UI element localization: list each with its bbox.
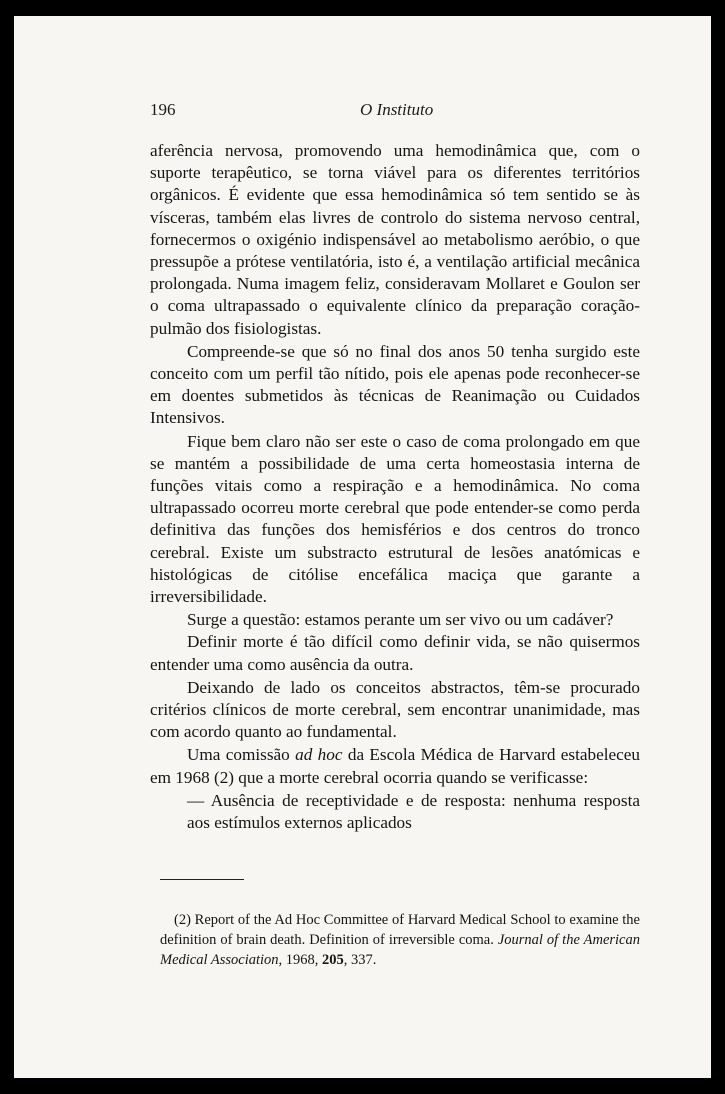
footnote-divider	[160, 879, 244, 880]
paragraph: Uma comissão ad hoc da Escola Médica de Harvard estabeleceu em 1968 (2) que a morte cerebral ocorria quando se verificasse:	[150, 745, 640, 787]
footnote: (2) Report of the Ad Hoc Committee of Harvard Medical School to examine the definition of brain death. Definition of irreversible coma. Journal of the American Medical Association, 1968, 205, 337.	[160, 912, 640, 968]
page-number: 196	[150, 100, 176, 119]
dash-list-item: — Ausência de receptividade e de resposta: nenhuma resposta aos estímulos externos aplicados	[187, 790, 640, 833]
footnotes	[160, 910, 640, 970]
body-text	[150, 140, 640, 834]
paragraph: Definir morte é tão difícil como definir vida, se não quisermos entender uma como ausência da outra.	[150, 632, 640, 674]
paragraph: aferência nervosa, promovendo uma hemodinâmica que, com o suporte terapêutico, se torna viável para os diferentes territórios orgânicos. É evidente que essa hemodinâmica só tem sentido se às vísceras, também elas livres de controlo do sistema nervoso central, fornecermos o oxigénio indispensável ao metabolismo aeróbio, o que pressupõe a prótese ventilatória, isto é, a ventilação artificial mecânica prolongada. Numa imagem feliz, consideravam Mollaret e Goulon ser o coma ultrapassado o equivalente clínico da preparação coração-pulmão dos fisiologistas.	[150, 141, 640, 338]
paragraph: Deixando de lado os conceitos abstractos, têm-se procurado critérios clínicos de morte cerebral, sem encontrar unanimidade, mas com acordo quanto ao fundamental.	[150, 677, 640, 742]
paragraph: Compreende-se que só no final dos anos 50 tenha surgido este conceito com um perfil tão nítido, pois ele apenas pode reconhecer-se em doentes submetidos às técnicas de Reanimação ou Cuidados Intensivos.	[150, 341, 640, 428]
paragraph: Fique bem claro não ser este o caso de coma prolongado em que se mantém a possibilidade de uma certa homeostasia interna de funções vitais como a respiração e a hemodinâmica. No coma ultrapassado ocorreu morte cerebral que pode entender-se como perda definitiva das funções dos hemisférios e dos centros do tronco cerebral. Existe um substracto estrutural de lesões anatómicas e histológicas de citólise encefálica maciça que garante a irreversibilidade.	[150, 431, 640, 607]
paragraph: Surge a questão: estamos perante um ser vivo ou um cadáver?	[187, 610, 614, 630]
running-title: O Instituto	[360, 100, 434, 119]
